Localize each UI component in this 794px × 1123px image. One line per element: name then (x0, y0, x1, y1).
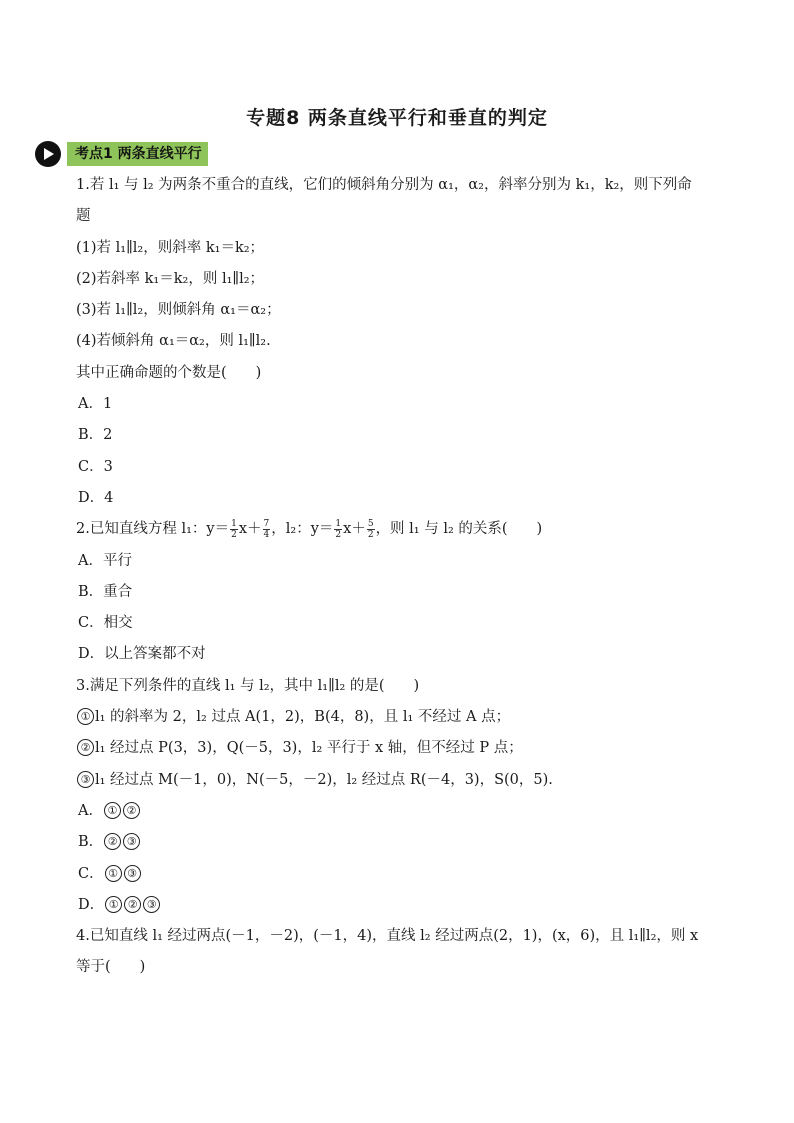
fraction-denominator: 2 (367, 529, 374, 540)
fraction-denominator: 4 (263, 529, 270, 540)
q2-stem-prefix: 2.已知直线方程 l₁：y＝ (76, 521, 230, 538)
q1-prop-4: (4)若倾斜角 α₁＝α₂，则 l₁∥l₂. (76, 333, 271, 350)
q3-option-a (76, 796, 726, 827)
option-letter: A． (78, 802, 103, 819)
q1-ask: 其中正确命题的个数是( ) (76, 364, 262, 381)
q1-stem-line-1: 1.若 l₁ 与 l₂ 为两条不重合的直线，它们的倾斜角分别为 α₁，α₂，斜率分别为 k₁，k₂，则下列命 (76, 177, 692, 193)
q1-stem-line-2: 题 (76, 208, 91, 225)
question-list (76, 170, 726, 984)
q1-prop-1: (1)若 l₁∥l₂，则斜率 k₁＝k₂； (76, 239, 265, 256)
circled-number: ① (104, 802, 121, 819)
fraction-numerator: 1 (231, 518, 237, 529)
fraction-denominator: 2 (335, 529, 342, 540)
q3-condition-1 (76, 702, 726, 733)
option-letter: D． (78, 896, 105, 913)
section-label: 考点1 两条直线平行 (67, 142, 208, 166)
q1-option-d: D．4 (78, 489, 114, 506)
q3-option-d (76, 890, 726, 921)
q3-condition-2 (76, 733, 726, 764)
circled-number: ② (124, 896, 141, 913)
q2-stem-mid-1: x＋ (238, 521, 262, 538)
fraction-numerator: 7 (263, 518, 270, 529)
option-letter: B． (78, 834, 104, 851)
circled-number-2: ② (77, 739, 94, 756)
q3-condition-text: l₁ 经过点 M(－1，0)，N(－5，－2)，l₂ 经过点 R(－4，3)，S(0，5). (95, 771, 553, 788)
circled-number: ① (105, 896, 122, 913)
circled-number-1: ① (77, 708, 94, 725)
q1-prop-3: (3)若 l₁∥l₂，则倾斜角 α₁＝α₂； (76, 302, 281, 319)
q2-option-a: A．平行 (78, 552, 132, 569)
q3-condition-3 (76, 765, 726, 796)
circled-number: ③ (124, 865, 141, 882)
option-letter: C． (78, 865, 104, 882)
q1-prop-2: (2)若斜率 k₁＝k₂，则 l₁∥l₂； (76, 270, 265, 287)
circled-number: ③ (123, 833, 140, 850)
q4-stem-line-2: 等于( ) (76, 959, 146, 976)
fraction (334, 519, 342, 540)
q3-condition-text: l₁ 的斜率为 2，l₂ 过点 A(1，2)，B(4，8)，且 l₁ 不经过 A 点； (95, 709, 511, 726)
fraction (367, 519, 375, 540)
q2-option-d: D．以上答案都不对 (78, 646, 206, 663)
section-header (35, 141, 208, 167)
q3-option-c (76, 859, 726, 890)
fraction (263, 519, 271, 540)
q2-stem (76, 514, 726, 545)
q3-stem: 3.满足下列条件的直线 l₁ 与 l₂，其中 l₁∥l₂ 的是( ) (76, 677, 420, 694)
circled-number: ① (105, 865, 122, 882)
circled-number: ③ (143, 896, 160, 913)
circled-number: ② (104, 833, 121, 850)
fraction (230, 519, 238, 540)
play-icon (35, 141, 61, 167)
q1-option-b: B．2 (78, 427, 113, 444)
q3-option-b (76, 827, 726, 858)
q2-stem-mid-3: x＋ (343, 521, 366, 538)
q2-option-b: B．重合 (78, 583, 133, 600)
fraction-numerator: 5 (367, 518, 374, 529)
circled-number-3: ③ (77, 771, 94, 788)
fraction-denominator: 2 (231, 529, 237, 540)
circled-number: ② (123, 802, 140, 819)
q1-option-a: A．1 (78, 396, 113, 413)
q2-stem-suffix: ，则 l₁ 与 l₂ 的关系( ) (375, 521, 543, 538)
q2-option-c: C．相交 (78, 615, 133, 632)
q1-option-c: C．3 (78, 458, 113, 475)
fraction-numerator: 1 (335, 518, 342, 529)
q3-condition-text: l₁ 经过点 P(3，3)，Q(－5，3)，l₂ 平行于 x 轴，但不经过 P 点； (95, 740, 523, 757)
page-title: 专题8 两条直线平行和垂直的判定 (246, 107, 548, 129)
q2-stem-mid-2: ，l₂：y＝ (271, 521, 334, 538)
q4-stem-line-1: 4.已知直线 l₁ 经过两点(－1，－2)，(－1，4)，直线 l₂ 经过两点(2，1)，(x，6)，且 l₁∥l₂，则 x (76, 928, 699, 945)
